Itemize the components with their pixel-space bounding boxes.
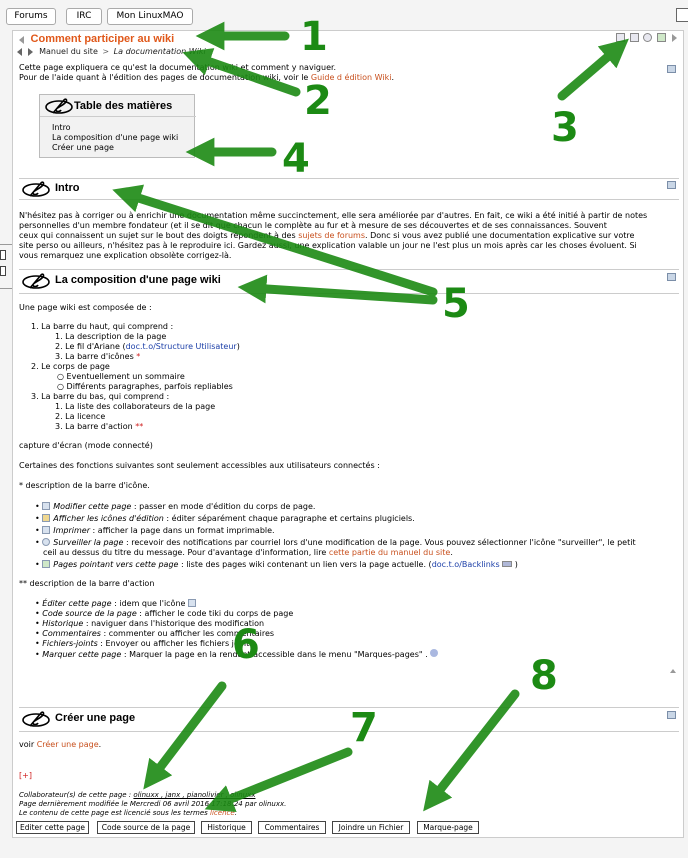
- breadcrumb-separator: >: [102, 47, 110, 56]
- collapse-left-icon[interactable]: [19, 36, 24, 44]
- guide-edition-link[interactable]: Guide d édition Wiki: [310, 73, 392, 82]
- print-icon[interactable]: [630, 33, 639, 42]
- corner-checkbox[interactable]: [676, 8, 688, 22]
- edit-section-icon[interactable]: [667, 273, 676, 281]
- page-title: Comment participer au wiki: [30, 33, 175, 45]
- wiki-page: Comment participer au wiki Manuel du site > La documentation Wiki Cette page expliquera ce qu'est la documentation wiki et comment y naviguer. Pour de l'aide quant à l'édition des pages de documentation wiki, voir le Guide d édition Wiki. Table des matières Intro La composition d'une page wiki Créer une page Intro N'hésitez pas à corriger ou à enrichir une documentation même succinctement, elle sera améliorée par d'autres. En fait, ce wiki a été initié à partir de notes personnelles d'un membre fondateur (et il se dit que chacun le complète au fur et à mesure de ses découvertes et de ses connaissances. Souvent ceux qui connaissent un sujet sur le bout des doigts répondent à des sujets de forums. Donc si vous avez publié une documentation explicative sur votre site perso ou ailleurs, n'hésitez pas à le reproduire ici. Gardez aussi, une explication valable un jour ne l'est plus un mois après car les choses évoluent. Si vous remarquez une explication obsolète corrigez-là. La composition d'une page wiki Une page wiki est composée de : 1. La barre du haut, qui comprend : 1. La description de la page 2. Le fil d'Ariane (doc.t.o/Structure Utilisateur) 3. La barre d'icônes * 2. Le corps de page ○ Eventuellement un sommaire ○ Différents paragraphes, parfois repliables 3. La barre du bas, qui comprend : 1. La liste des collaborateurs de la page 2. La licence 3. La barre d'action ** capture d'écran (mode connecté) Certaines des fonctions suivantes sont seulement accessibles aux utilisateurs connectés : * description de la barre d'icône. • Modifier cette page : passer en mode d'édition du corps de page. • Afficher les icônes d'édition : éditer séparément chaque paragraphe et certains plugiciels. • Imprimer : afficher la page dans un format imprimable. • Surveiller la page : recevoir des notifications par courriel lors d'une modification de la page. Vous pouvez sélectionner l'icône "surveiller", le petit ceil au dessus du titre du message. Pour d'avantage d'information, lire cette partie du manuel du site. • Pages pointant vers cette page : liste des pages wiki contenant un lien vers la page actuelle. (doc.t.o/Backlinks ) ** description de la barre d'action • Éditer cette page : idem que l'icône • Code source de la page : afficher le code tiki du corps de page • Historique : naviguer dans l'historique des modification • Commentaires : commenter ou afficher les commentaires • Fichiers-joints : Envoyer ou afficher les fichiers joints • Marquer cette page : Marquer la page en la rendant accessible dans le menu "Marques-pages" . Créer une page voir Créer une page. [+] Collaborateur(s) de cette page : olinuxx , janx , pianolivier , olinuxx Page dernièrement modifiée le Mercredi 06 avril 2016 17:18:24 par olinuxx. Le contenu de cette page est licencié sous les termes licence. Editer cette page Code source de la page Historique Commentaires Joindre un Fichier Marque-page: [12, 30, 684, 838]
- edit-page-icon[interactable]: [616, 33, 625, 42]
- footer-collaborators: Collaborateur(s) de cette page : olinuxx , janx , pianolivier , olinuxx: [19, 791, 256, 799]
- edit-section-icon[interactable]: [667, 711, 676, 719]
- section-heading-composition: La composition d'une page wiki: [55, 274, 221, 286]
- comments-button[interactable]: Commentaires: [258, 821, 326, 834]
- toc-item-composition[interactable]: La composition d'une page wiki: [52, 133, 179, 142]
- edit-section-icon[interactable]: [667, 65, 676, 73]
- footer-modified: Page dernièrement modifiée le Mercredi 06 avril 2016 17:18:24 par olinuxx.: [19, 800, 287, 808]
- breadcrumb-current: La documentation Wiki: [113, 47, 206, 56]
- licence-link[interactable]: licence: [210, 809, 235, 817]
- nav-forward-icon[interactable]: [28, 48, 33, 56]
- treble-clef-logo-icon: [21, 272, 51, 290]
- watch-eye-icon[interactable]: [643, 33, 652, 42]
- creer-page-link[interactable]: Créer une page: [36, 740, 99, 749]
- forum-topics-link[interactable]: sujets de forums: [298, 231, 366, 240]
- backlinks-icon: [42, 560, 50, 568]
- annotation-6: 6: [232, 622, 260, 668]
- intro-line-1: Cette page expliquera ce qu'est la documentation wiki et comment y naviguer.: [19, 63, 337, 72]
- edit-icons-toggle-icon: [42, 514, 50, 522]
- structure-utilisateur-link[interactable]: doc.t.o/Structure Utilisateur: [125, 342, 237, 351]
- annotation-7: 7: [350, 705, 378, 751]
- top-tab-bar: [0, 0, 688, 30]
- edit-page-icon: [42, 502, 50, 510]
- source-code-button[interactable]: Code source de la page: [97, 821, 195, 834]
- treble-clef-logo-icon: [21, 710, 51, 728]
- history-button[interactable]: Historique: [201, 821, 252, 834]
- annotation-4: 4: [282, 136, 310, 182]
- treble-clef-logo-icon: [21, 180, 51, 198]
- backlinks-link[interactable]: doc.t.o/Backlinks: [431, 560, 500, 569]
- tab-forums[interactable]: Forums: [6, 8, 56, 25]
- print-icon: [42, 526, 50, 534]
- tab-mon-linuxmao[interactable]: Mon LinuxMAO: [107, 8, 193, 25]
- toc-item-creer[interactable]: Créer une page: [52, 143, 114, 152]
- edit-page-icon: [188, 599, 196, 607]
- section-heading-creer: Créer une page: [55, 712, 136, 724]
- edit-section-icon[interactable]: [667, 181, 676, 189]
- left-sidebar-stub: [0, 30, 12, 858]
- page-icon-bar: [614, 33, 680, 45]
- annotation-2: 2: [304, 78, 332, 124]
- collapse-right-icon[interactable]: [672, 34, 677, 42]
- attach-file-button[interactable]: Joindre un Fichier: [332, 821, 410, 834]
- nav-back-icon[interactable]: [17, 48, 22, 56]
- sidebar-input-stub[interactable]: [0, 266, 6, 276]
- tab-irc[interactable]: IRC: [66, 8, 102, 25]
- intro-text: [19, 63, 667, 83]
- intro-paragraph: N'hésitez pas à corriger ou à enrichir une documentation même succinctement, elle sera améliorée par d'autres. En fait, ce wiki a été initié à partir de notes personnelles d'un membre fondateur (et il se dit que chacun le complète au fur et à mesure de ses découvertes et de ses connaissances. Souvent ceux qui connaissent un sujet sur le bout des doigts répondent à des sujets de forums. Donc si vous avez publié une documentation explicative sur votre site perso ou ailleurs, n'hésitez pas à le reproduire ici. Gardez aussi, une explication valable un jour ne l'est plus un mois après car les choses évoluent. Si vous remarquez une explication obsolète corrigez-là.: [19, 211, 648, 260]
- expand-toggle[interactable]: [+]: [19, 771, 32, 780]
- section-heading-intro: Intro: [55, 182, 80, 194]
- annotation-5: 5: [442, 281, 470, 327]
- flag-uk-icon: [502, 561, 512, 567]
- annotation-1: 1: [300, 14, 328, 60]
- toc-item-intro[interactable]: Intro: [52, 123, 71, 132]
- collaborators-links[interactable]: olinuxx , janx , pianolivier , olinuxx: [133, 791, 256, 799]
- annotation-3: 3: [551, 105, 579, 151]
- manuel-site-link[interactable]: cette partie du manuel du site: [328, 548, 451, 557]
- bookmark-button[interactable]: Marque-page: [417, 821, 479, 834]
- intro-line-2: Pour de l'aide quant à l'édition des pages de documentation wiki, voir le Guide d édition Wiki.: [19, 73, 394, 82]
- page-header: [19, 33, 679, 47]
- scroll-up-icon[interactable]: [670, 669, 676, 673]
- breadcrumb-root[interactable]: Manuel du site: [39, 47, 98, 56]
- toc-title: Table des matières: [74, 100, 173, 112]
- annotation-8: 8: [530, 653, 558, 699]
- table-of-contents: [39, 94, 195, 158]
- treble-clef-logo-icon: [44, 97, 74, 115]
- backlinks-icon[interactable]: [657, 33, 666, 42]
- help-icon: [430, 649, 438, 657]
- sidebar-input-stub[interactable]: [0, 250, 6, 260]
- footer-licence: Le contenu de cette page est licencié sous les termes licence.: [19, 809, 237, 817]
- breadcrumb: [17, 47, 206, 56]
- watch-eye-icon: [42, 538, 50, 546]
- edit-page-button[interactable]: Editer cette page: [16, 821, 89, 834]
